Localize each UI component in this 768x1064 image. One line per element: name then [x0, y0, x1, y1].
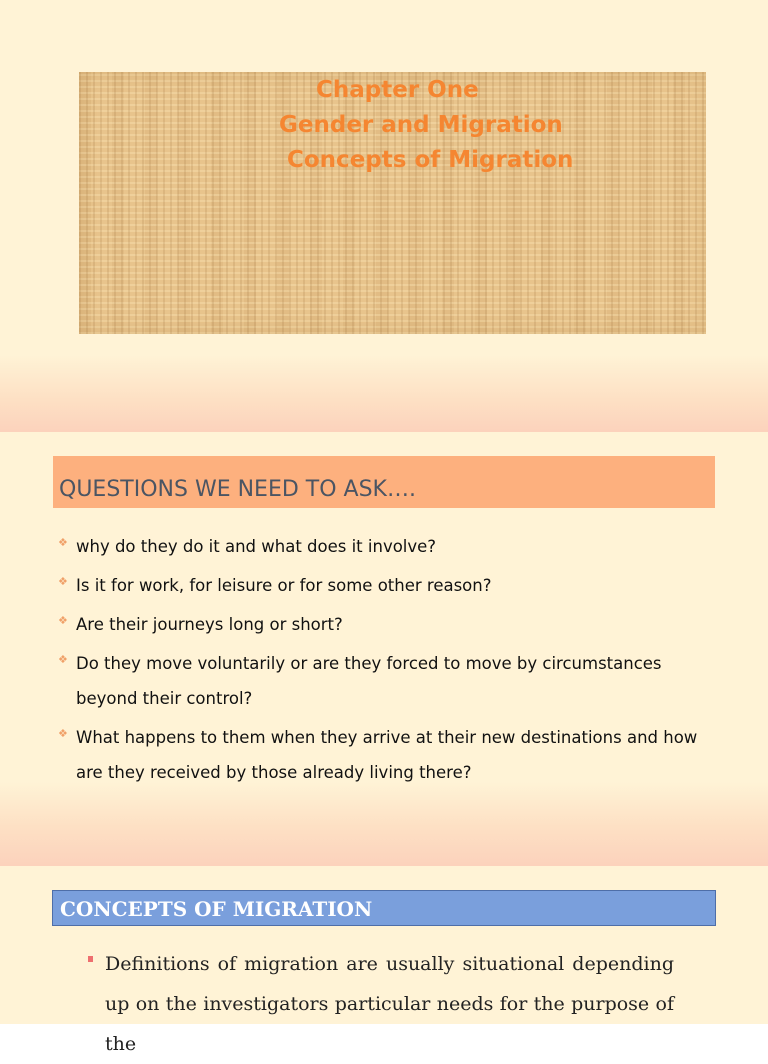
list-item [58, 646, 708, 716]
diamond-bullet-icon: ❖ [58, 653, 68, 666]
square-bullet-icon [88, 956, 93, 962]
diamond-bullet-icon: ❖ [58, 614, 68, 627]
diamond-bullet-icon: ❖ [58, 536, 68, 549]
diamond-bullet-icon: ❖ [58, 727, 68, 740]
list-item [58, 568, 708, 603]
chapter-topic: Concepts of Migration [287, 147, 574, 173]
list-item [58, 529, 708, 564]
concepts-paragraph: Definitions of migration are usually situational depending up on the investigators particular needs for the purpose of the [105, 953, 674, 1055]
concepts-heading: CONCEPTS OF MIGRATION [60, 897, 373, 921]
chapter-subtitle: Gender and Migration [279, 112, 563, 138]
question-text: Is it for work, for leisure or for some other reason? [76, 576, 492, 595]
questions-heading: QUESTIONS WE NEED TO ASK…. [59, 477, 416, 502]
question-text: What happens to them when they arrive at their new destinations and how are they received by those already living there? [76, 728, 698, 782]
slide-concepts [0, 866, 768, 1055]
question-text: Are their journeys long or short? [76, 615, 343, 634]
concepts-body [88, 944, 674, 1064]
list-item [58, 720, 708, 790]
slide-questions [0, 432, 768, 866]
question-text: Do they move voluntarily or are they forced to move by circumstances beyond their control? [76, 654, 662, 708]
questions-list [58, 529, 708, 794]
list-item [58, 607, 708, 642]
chapter-title: Chapter One [316, 77, 479, 103]
question-text: why do they do it and what does it involve? [76, 537, 437, 556]
concepts-header-bar [52, 890, 716, 926]
diamond-bullet-icon: ❖ [58, 575, 68, 588]
slide-title [0, 0, 768, 432]
questions-header-bar [53, 456, 715, 508]
